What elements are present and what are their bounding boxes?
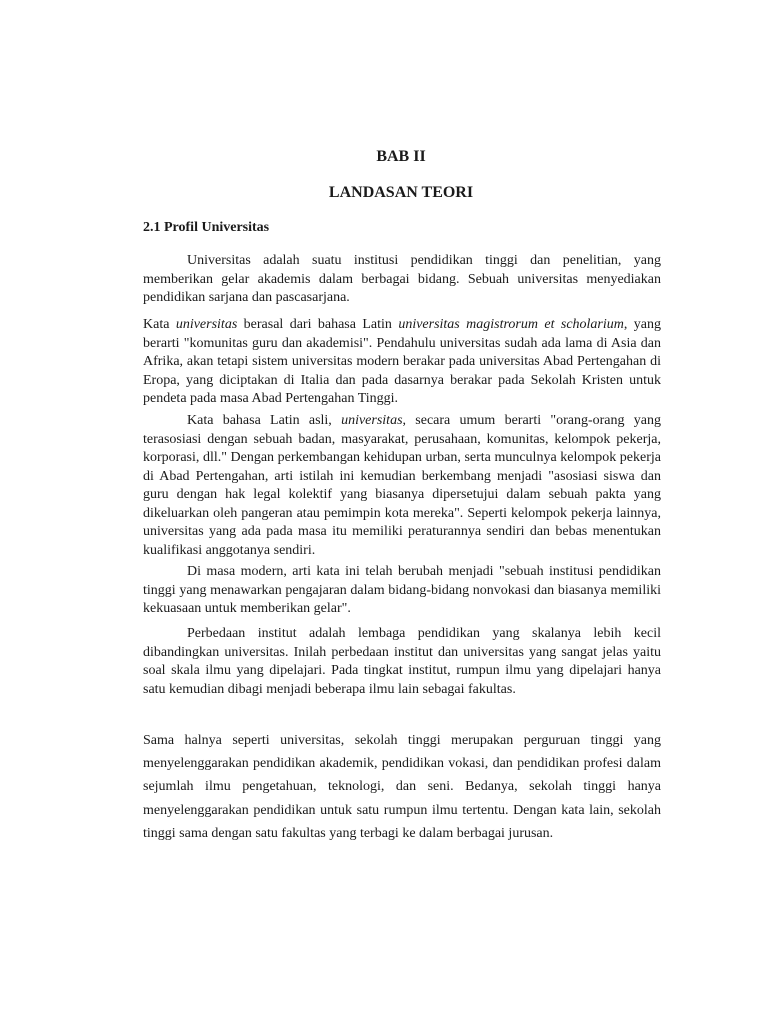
- paragraph-2-text-c: , yang berarti "komunitas guru dan akademisi". Pendahulu universitas sudah ada lama di Asia dan Afrika, akan tetapi sistem universitas modern berakar pada universitas Abad Pertengahan di Eropa, yang diciptakan di Italia dan pada dasarnya berakar pada Sekolah Kristen untuk pendeta pada masa Abad Pertengahan Tinggi.: [143, 317, 661, 406]
- paragraph-2-term-universitas: universitas: [175, 317, 238, 332]
- paragraph-2-term-latin: universitas magistrorum et scholarium: [398, 317, 624, 332]
- paragraph-5: Perbedaan institut adalah lembaga pendidikan yang skalanya lebih kecil dibandingkan universitas. Inilah perbedaan institut dan universitas yang sangat jelas yaitu soal skala ilmu yang dipelajari. Pada tingkat institut, rumpun ilmu yang dipelajari hanya satu kemudian dibagi menjadi beberapa ilmu lain sebagai fakultas.: [143, 626, 661, 697]
- chapter-number: BAB II: [376, 148, 426, 165]
- section-heading: 2.1 Profil Universitas: [143, 220, 270, 235]
- paragraph-3-text-a: Kata bahasa Latin asli,: [187, 413, 342, 428]
- paragraph-2-text-b: berasal dari bahasa Latin: [237, 317, 399, 332]
- paragraph-3: [143, 412, 661, 560]
- paragraph-2-text-a: Kata: [143, 317, 176, 332]
- paragraph-3-text-b: , secara umum berarti "orang-orang yang terasosiasi dengan sebuah badan, masyarakat, perusahaan, komunitas, kelompok pekerja, korporasi, dll." Dengan perkembangan kehidupan urban, serta munculnya kelompok pekerja di Abad Pertengahan, arti istilah ini kemudian berkembang menjadi "asosiasi siswa dan guru dengan hak legal kolektif yang biasanya dipersetujui dalam sebuah pakta yang dikeluarkan oleh pangeran atau pemimpin kota mereka". Seperti kelompok pekerja lainnya, universitas yang ada pada masa itu memiliki peraturannya sendiri dan bebas menentukan kualifikasi anggotanya sendiri.: [143, 413, 661, 558]
- chapter-title: LANDASAN TEORI: [328, 184, 474, 201]
- paragraph-2: [143, 316, 661, 409]
- paragraph-6: Sama halnya seperti universitas, sekolah tinggi merupakan perguruan tinggi yang menyelenggarakan pendidikan akademik, pendidikan vokasi, dan pendidikan profesi dalam sejumlah ilmu pengetahuan, teknologi, dan seni. Bedanya, sekolah tinggi hanya menyelenggarakan pendidikan untuk satu rumpun ilmu tertentu. Dengan kata lain, sekolah tinggi sama dengan satu fakultas yang terbagi ke dalam berbagai jurusan.: [143, 733, 661, 841]
- paragraph-3-term-universitas: universitas: [341, 413, 403, 428]
- paragraph-1: Universitas adalah suatu institusi pendidikan tinggi dan penelitian, yang memberikan gelar akademis dalam berbagai bidang. Sebuah universitas menyediakan pendidikan sarjana dan pascasarjana.: [143, 253, 661, 305]
- paragraph-4: Di masa modern, arti kata ini telah berubah menjadi "sebuah institusi pendidikan tinggi yang menawarkan pengajaran dalam bidang-bidang nonvokasi dan biasanya memiliki kekuasaan untuk memberikan gelar".: [143, 564, 661, 616]
